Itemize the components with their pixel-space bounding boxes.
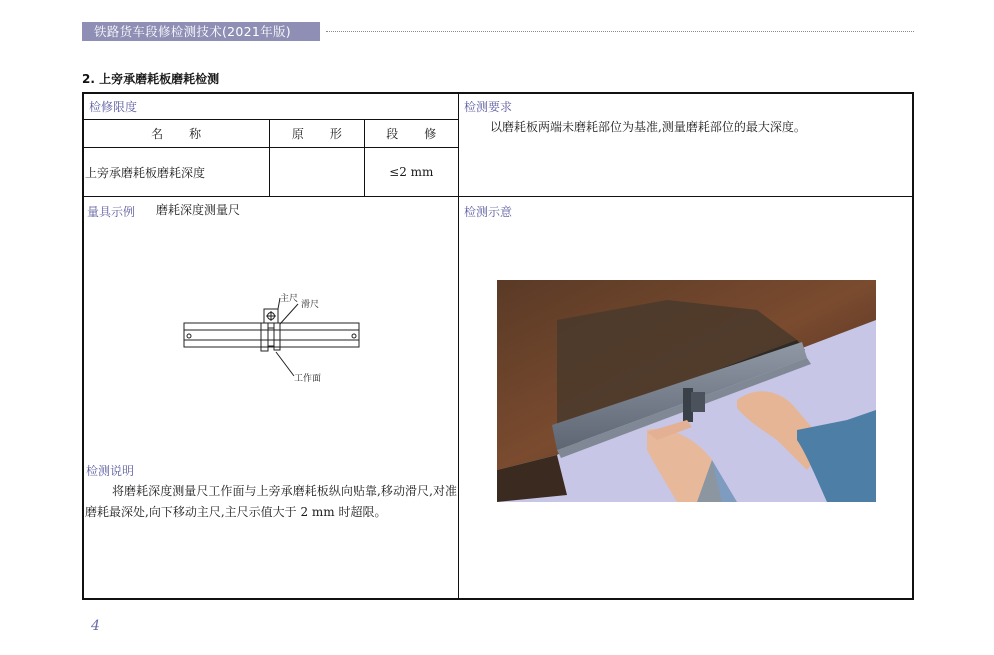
inspection-photo (497, 280, 876, 502)
rivet-icon (352, 334, 356, 338)
requirements-label: 检测要求 (464, 100, 513, 114)
limits-col-name: 名称 (83, 120, 270, 148)
section-title: 2. 上旁承磨耗板磨耗检测 (82, 72, 220, 86)
column-divider (458, 92, 459, 600)
illustration-label: 检测示意 (464, 205, 513, 219)
gauge-diagram (182, 290, 362, 390)
page-number: 4 (91, 618, 100, 634)
slider-callout: 滑尺 (301, 300, 320, 310)
row-divider (82, 196, 914, 197)
book-title-banner (82, 22, 320, 41)
table-row (83, 148, 458, 197)
limit-name-cell: 上旁承磨耗板磨耗深度 (83, 148, 270, 197)
limit-repair-cell: ≤2 mm (364, 148, 458, 197)
limits-col-repair: 段修 (364, 120, 458, 148)
header-dotted-rule (326, 31, 914, 32)
main-ruler-blade (274, 323, 280, 350)
limits-label: 检修限度 (89, 100, 138, 114)
explanation-label: 检测说明 (86, 464, 135, 478)
requirements-text: 以磨耗板两端未磨耗部位为基准,测量磨耗部位的最大深度。 (490, 120, 806, 134)
limit-original-cell (270, 148, 364, 197)
gauge-label: 量具示例 (87, 205, 136, 219)
limits-table (83, 119, 463, 196)
main-ruler-callout: 主尺 (280, 294, 299, 304)
inspection-photo-drawing (497, 280, 876, 502)
rivet-icon (187, 334, 191, 338)
limits-header-row (83, 120, 458, 148)
main-ruler-body (184, 323, 359, 347)
book-title: 铁路货车段修检测技术(2021年版) (94, 24, 291, 39)
explanation-text: 将磨耗深度测量尺工作面与上旁承磨耗板纵向贴靠,移动滑尺,对准磨耗最深处,向下移动主尺,主尺示值大于 2 mm 时超限。 (85, 484, 457, 519)
limits-col-original: 原形 (270, 120, 364, 148)
gauge-name: 磨耗深度测量尺 (156, 203, 241, 217)
working-face-callout: 工作面 (294, 374, 322, 384)
